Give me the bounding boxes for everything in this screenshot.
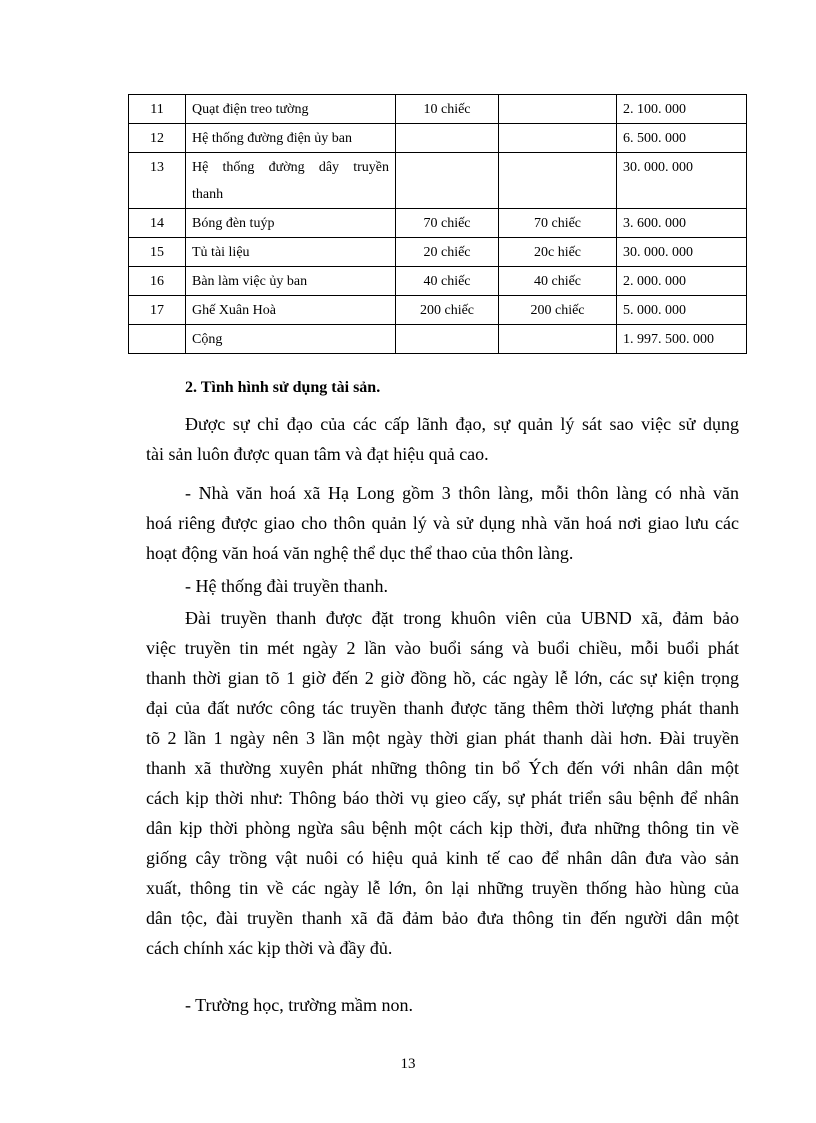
table-row	[129, 238, 747, 267]
row-name-line2: thanh	[192, 187, 224, 202]
row-qty2	[499, 325, 617, 354]
text-line: việc truyền tin mét ngày 2 lần vào buổi sáng và buổi chiều, mỗi buổi phát	[146, 638, 739, 658]
section-title: 2. Tình hình sử dụng tài sản.	[185, 379, 381, 396]
row-qty1: 200 chiếc	[396, 296, 499, 325]
text-line: - Trường học, trường mầm non.	[185, 995, 414, 1015]
text-line: hoạt động văn hoá văn nghệ thể dục thể thao của thôn làng.	[146, 543, 574, 563]
text-line: hoá riêng được giao cho thôn quản lý và sử dụng nhà văn hoá nơi giao lưu các	[146, 513, 739, 533]
row-qty2	[499, 153, 617, 209]
row-name: Cộng	[186, 325, 396, 354]
table-row	[129, 153, 747, 209]
text-line: thanh thời gian tõ 1 giờ đến 2 giờ đồng hồ, các ngày lễ lớn, các sự kiện trọng	[146, 668, 739, 688]
row-name: Quạt điện treo tường	[186, 95, 396, 124]
text-line: đại của đất nước công tác truyền thanh được tăng thêm thời lượng phát thanh	[146, 698, 739, 718]
row-stt: 14	[129, 209, 186, 238]
asset-table	[128, 94, 747, 354]
text-line: - Nhà văn hoá xã Hạ Long gồm 3 thôn làng, mỗi thôn làng có nhà văn	[185, 483, 739, 503]
text-line: cách chính xác kịp thời và đầy đủ.	[146, 938, 393, 958]
row-qty1: 40 chiếc	[396, 267, 499, 296]
row-qty1: 10 chiếc	[396, 95, 499, 124]
row-name: Bàn làm việc ủy ban	[186, 267, 396, 296]
table-row	[129, 95, 747, 124]
paragraph-intro	[146, 409, 739, 469]
paragraph-broadcast-heading	[146, 571, 739, 601]
text-line: thanh xã thường xuyên phát những thông tin bổ Ých đến với nhân dân một	[146, 758, 739, 778]
row-name: Hệ thống đường điện ủy ban	[186, 124, 396, 153]
row-value: 30. 000. 000	[617, 153, 747, 209]
row-value: 2. 000. 000	[617, 267, 747, 296]
row-name-line1: Hệ thống đường dây truyền	[192, 160, 389, 175]
row-qty1	[396, 153, 499, 209]
paragraph-schools	[146, 990, 739, 1020]
row-qty2: 40 chiếc	[499, 267, 617, 296]
text-line: tõ 2 lần 1 ngày nên 3 lần một ngày thời gian phát thanh dài hơn. Đài truyền	[146, 728, 739, 748]
row-qty2: 200 chiếc	[499, 296, 617, 325]
row-qty1	[396, 124, 499, 153]
row-value: 1. 997. 500. 000	[617, 325, 747, 354]
text-line: Đài truyền thanh được đặt trong khuôn viên của UBND xã, đảm bảo	[185, 608, 739, 628]
row-stt: 15	[129, 238, 186, 267]
row-qty2: 20c hiếc	[499, 238, 617, 267]
row-name	[186, 153, 396, 209]
table-total-row	[129, 325, 747, 354]
page-number: 13	[400, 1056, 416, 1072]
row-stt: 17	[129, 296, 186, 325]
text-line: cách kịp thời như: Thông báo thời vụ gieo cấy, sự phát triển sâu bệnh để nhân	[146, 788, 739, 808]
table-row	[129, 296, 747, 325]
row-value: 30. 000. 000	[617, 238, 747, 267]
row-qty2	[499, 124, 617, 153]
row-name: Ghế Xuân Hoà	[186, 296, 396, 325]
row-qty1	[396, 325, 499, 354]
row-name: Bóng đèn tuýp	[186, 209, 396, 238]
paragraph-broadcast	[146, 603, 739, 963]
row-qty1: 20 chiếc	[396, 238, 499, 267]
row-qty2	[499, 95, 617, 124]
row-stt: 12	[129, 124, 186, 153]
row-stt: 11	[129, 95, 186, 124]
table-row	[129, 124, 747, 153]
text-line: xuất, thông tin về các ngày lễ lớn, ôn lại những truyền thống hào hùng của	[146, 878, 739, 898]
row-value: 2. 100. 000	[617, 95, 747, 124]
row-qty1: 70 chiếc	[396, 209, 499, 238]
text-line: Được sự chỉ đạo của các cấp lãnh đạo, sự quản lý sát sao việc sử dụng	[185, 414, 739, 434]
row-value: 3. 600. 000	[617, 209, 747, 238]
row-stt: 13	[129, 153, 186, 209]
table-row	[129, 267, 747, 296]
row-stt	[129, 325, 186, 354]
table-row	[129, 209, 747, 238]
text-line: tài sản luôn được quan tâm và đạt hiệu quả cao.	[146, 444, 489, 464]
text-line: giống cây trồng vật nuôi có hiệu quả kinh tế cao để nhân dân đưa vào sản	[146, 848, 739, 868]
text-line: dân kịp thời phòng ngừa sâu bệnh một cách kịp thời, đưa những thông tin về	[146, 818, 739, 838]
row-name: Tủ tài liệu	[186, 238, 396, 267]
row-value: 6. 500. 000	[617, 124, 747, 153]
text-line: dân tộc, đài truyền thanh xã đã đảm bảo đưa thông tin đến người dân một	[146, 908, 739, 928]
paragraph-cultural-house	[146, 478, 739, 568]
row-stt: 16	[129, 267, 186, 296]
row-value: 5. 000. 000	[617, 296, 747, 325]
row-qty2: 70 chiếc	[499, 209, 617, 238]
text-line: - Hệ thống đài truyền thanh.	[185, 576, 388, 596]
